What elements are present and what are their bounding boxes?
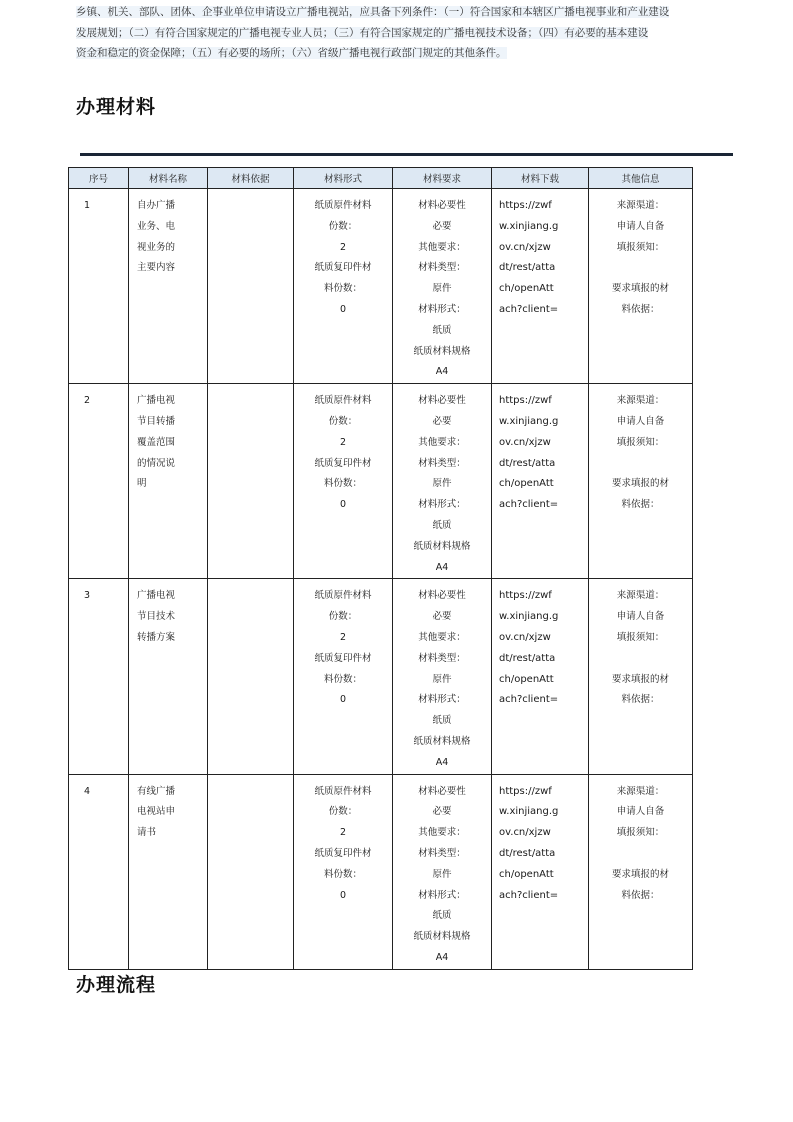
cell-other-info: [589, 189, 693, 384]
cell-material-name: [129, 189, 208, 384]
download-link-line[interactable]: dt/rest/atta: [499, 652, 556, 664]
cell-material-name-line: 的情况说: [137, 457, 176, 469]
download-link-line[interactable]: ch/openAtt: [499, 478, 554, 490]
intro-line: 乡镇、机关、部队、团体、企事业单位申请设立广播电视站，应具备下列条件：（一）符合国家和本辖区广播电视事业和产业建设: [76, 6, 670, 18]
materials-section-title: 办理材料: [76, 96, 157, 118]
cell-requirement-line: 材料类型：: [418, 457, 466, 469]
header-requirement: 材料要求: [393, 168, 492, 189]
cell-other-info-line: 要求填报的材: [611, 478, 669, 490]
cell-other-info-content: [589, 775, 692, 907]
cell-no-content: 4: [84, 785, 91, 797]
cell-basis-content: [208, 775, 293, 782]
download-link-line[interactable]: w.xinjiang.g: [499, 806, 559, 818]
cell-requirement-line: 纸质: [432, 715, 452, 727]
cell-material-name-line: 请书: [137, 827, 157, 839]
cell-requirement-line: 纸质: [432, 519, 452, 531]
cell-form-line: 料份数：: [323, 478, 362, 490]
cell-requirement-content: [393, 189, 491, 383]
cell-form: [294, 384, 393, 579]
cell-form-content: [294, 384, 392, 516]
cell-requirement-line: A4: [435, 561, 449, 573]
download-link-line[interactable]: ach?client=: [499, 303, 559, 315]
download-link-line[interactable]: w.xinjiang.g: [499, 415, 559, 427]
cell-no: [69, 384, 129, 579]
cell-requirement-line: 材料类型：: [418, 652, 466, 664]
cell-basis: [208, 384, 294, 579]
download-link-line[interactable]: ov.cn/xjzw: [499, 241, 551, 253]
cell-basis-content: [208, 384, 293, 391]
cell-other-info-line: 申请人自备: [616, 806, 665, 818]
download-link[interactable]: [492, 579, 589, 774]
cell-requirement-line: A4: [435, 756, 449, 768]
cell-requirement-line: 材料必要性: [418, 590, 466, 602]
cell-form-line: 份数：: [328, 220, 358, 232]
cell-other-info-content: [589, 384, 692, 516]
download-link[interactable]: [492, 774, 589, 969]
cell-form-line: 纸质复印件材: [314, 652, 372, 664]
cell-other-info-line: [589, 844, 692, 865]
cell-basis: [208, 189, 294, 384]
intro-line: 发展规划；（二）有符合国家规定的广播电视专业人员；（三）有符合国家规定的广播电视技术设备；（四）有必要的基本建设: [76, 26, 649, 39]
cell-requirement-line: 材料类型：: [418, 262, 466, 274]
cell-other-info-line: 填报须知：: [616, 827, 665, 839]
download-link-line[interactable]: https://zwf: [499, 200, 552, 211]
cell-form-line: 2: [339, 827, 347, 839]
materials-table: [68, 167, 693, 970]
cell-form-line: 纸质原件材料: [314, 590, 372, 602]
cell-form-line: 料份数：: [323, 673, 362, 685]
cell-material-name-line: 覆盖范围: [137, 436, 176, 448]
cell-no: [69, 579, 129, 774]
cell-material-name-line: 业务、电: [137, 220, 176, 232]
cell-basis: [208, 579, 294, 774]
cell-form-content: [294, 189, 392, 321]
cell-requirement-line: 必要: [432, 611, 452, 623]
intro-paragraph: [76, 2, 736, 64]
cell-requirement-line: 材料必要性: [418, 785, 466, 797]
cell-requirement-line: 原件: [432, 673, 452, 685]
download-link[interactable]: [492, 384, 589, 579]
download-link-line[interactable]: ov.cn/xjzw: [499, 827, 551, 839]
cell-material-name-line: 自办广播: [137, 200, 176, 211]
download-link-line[interactable]: ch/openAtt: [499, 673, 554, 685]
cell-requirement-line: 原件: [432, 868, 452, 880]
cell-requirement-line: 材料必要性: [418, 200, 466, 211]
cell-requirement-line: 纸质材料规格: [413, 931, 471, 943]
cell-other-info-line: [589, 258, 692, 279]
cell-other-info-line: 申请人自备: [616, 415, 665, 427]
cell-material-name-line: 节目技术: [137, 611, 176, 623]
cell-requirement-line: 其他要求：: [418, 631, 466, 643]
download-link-line[interactable]: https://zwf: [499, 395, 552, 407]
cell-material-name-line: 电视站申: [137, 806, 176, 818]
download-link-line[interactable]: w.xinjiang.g: [499, 611, 559, 623]
table-row: [69, 384, 693, 579]
cell-requirement-line: 必要: [432, 220, 452, 232]
table-header-row: [69, 168, 693, 189]
cell-requirement-content: [393, 579, 491, 773]
cell-form-line: 2: [339, 631, 347, 643]
cell-material-name-content: [129, 384, 207, 495]
cell-material-name: [129, 774, 208, 969]
cell-requirement-line: 其他要求：: [418, 827, 466, 839]
cell-other-info-line: 填报须知：: [616, 241, 665, 253]
cell-basis: [208, 774, 294, 969]
download-link-line[interactable]: ch/openAtt: [499, 868, 554, 880]
download-link[interactable]: [492, 189, 589, 384]
cell-other-info: [589, 579, 693, 774]
cell-form: [294, 579, 393, 774]
cell-no-content: 1: [84, 200, 91, 211]
cell-material-name-content: [129, 775, 207, 844]
cell-other-info-line: 料依据：: [621, 303, 660, 315]
cell-requirement-content: [393, 775, 491, 969]
cell-requirement-line: 材料形式：: [418, 303, 466, 315]
cell-other-info-line: 料依据：: [621, 889, 660, 901]
cell-other-info-line: 要求填报的材: [611, 283, 669, 295]
header-other: 其他信息: [589, 168, 693, 189]
download-link-content[interactable]: [492, 384, 588, 516]
cell-no: [69, 774, 129, 969]
cell-material-name-line: 主要内容: [137, 262, 176, 274]
cell-form-line: 料份数：: [323, 868, 362, 880]
cell-form-content: [294, 775, 392, 907]
cell-requirement: [393, 579, 492, 774]
download-link-line[interactable]: ov.cn/xjzw: [499, 436, 551, 448]
header-download: 材料下载: [492, 168, 589, 189]
cell-requirement-line: 材料形式：: [418, 889, 466, 901]
cell-requirement-line: A4: [435, 366, 449, 378]
cell-form-line: 份数：: [328, 415, 358, 427]
intro-line: 资金和稳定的资金保障；（五）有必要的场所；（六）省级广播电视行政部门规定的其他条件。: [76, 47, 507, 59]
download-link-line[interactable]: ch/openAtt: [499, 283, 554, 295]
cell-requirement-line: 原件: [432, 283, 452, 295]
cell-form: [294, 774, 393, 969]
table-row: [69, 774, 693, 969]
cell-material-name-line: 转播方案: [137, 631, 176, 643]
cell-material-name: [129, 579, 208, 774]
cell-other-info-content: [589, 189, 692, 321]
cell-form-line: 纸质原件材料: [314, 200, 372, 211]
cell-form-line: 0: [339, 694, 347, 706]
cell-form-content: [294, 579, 392, 711]
cell-basis-content: [208, 579, 293, 586]
cell-requirement-line: 材料形式：: [418, 694, 466, 706]
cell-other-info-line: 申请人自备: [616, 220, 665, 232]
cell-other-info-line: 来源渠道：: [616, 785, 665, 797]
cell-other-info-line: [589, 649, 692, 670]
cell-material-name-content: [129, 579, 207, 648]
cell-no: [69, 189, 129, 384]
cell-basis-content: [208, 189, 293, 196]
cell-other-info-content: [589, 579, 692, 711]
cell-form-line: 份数：: [328, 611, 358, 623]
cell-requirement-line: 纸质材料规格: [413, 735, 471, 747]
cell-material-name-line: 广播电视: [137, 590, 176, 602]
cell-requirement-line: 材料必要性: [418, 395, 466, 407]
cell-requirement-line: A4: [435, 951, 449, 963]
download-link-line[interactable]: dt/rest/atta: [499, 262, 556, 274]
download-link-line[interactable]: w.xinjiang.g: [499, 220, 559, 232]
download-link-line[interactable]: dt/rest/atta: [499, 847, 556, 859]
cell-requirement-content: [393, 384, 491, 578]
cell-other-info-line: 来源渠道：: [616, 200, 665, 211]
cell-other-info-line: 要求填报的材: [611, 673, 669, 685]
cell-requirement-line: 材料类型：: [418, 847, 466, 859]
cell-form-line: 纸质复印件材: [314, 847, 372, 859]
download-link-line[interactable]: ov.cn/xjzw: [499, 631, 551, 643]
cell-requirement-line: 原件: [432, 478, 452, 490]
cell-form-line: 0: [339, 499, 347, 511]
table-row: [69, 579, 693, 774]
cell-other-info-line: 填报须知：: [616, 631, 665, 643]
cell-requirement-line: 纸质: [432, 910, 452, 922]
cell-other-info-line: 来源渠道：: [616, 395, 665, 407]
cell-form-line: 纸质复印件材: [314, 457, 372, 469]
cell-no-content: 2: [84, 395, 91, 407]
header-name: 材料名称: [129, 168, 208, 189]
cell-other-info: [589, 774, 693, 969]
cell-other-info-line: 填报须知：: [616, 436, 665, 448]
cell-form-line: 料份数：: [323, 283, 362, 295]
header-no: 序号: [69, 168, 129, 189]
cell-form-line: 2: [339, 241, 347, 253]
cell-requirement: [393, 384, 492, 579]
section-divider: [80, 153, 733, 156]
download-link-line[interactable]: ach?client=: [499, 889, 559, 901]
download-link-line[interactable]: https://zwf: [499, 785, 552, 797]
cell-form-line: 0: [339, 889, 347, 901]
cell-material-name-content: [129, 189, 207, 279]
cell-material-name-line: 视业务的: [137, 241, 176, 253]
cell-other-info-line: 料依据：: [621, 499, 660, 511]
cell-requirement-line: 必要: [432, 415, 452, 427]
header-form: 材料形式: [294, 168, 393, 189]
process-section-title: 办理流程: [76, 974, 157, 996]
cell-requirement-line: 纸质材料规格: [413, 540, 471, 552]
cell-requirement-line: 必要: [432, 806, 452, 818]
cell-requirement-line: 其他要求：: [418, 241, 466, 253]
download-link-line[interactable]: https://zwf: [499, 590, 552, 602]
cell-form-line: 纸质复印件材: [314, 262, 372, 274]
cell-material-name: [129, 384, 208, 579]
cell-requirement-line: 其他要求：: [418, 436, 466, 448]
cell-other-info-line: 来源渠道：: [616, 590, 665, 602]
cell-form-line: 份数：: [328, 806, 358, 818]
download-link-content[interactable]: [492, 189, 588, 321]
cell-requirement-line: 纸质材料规格: [413, 345, 471, 357]
cell-form-line: 纸质原件材料: [314, 395, 372, 407]
download-link-content[interactable]: [492, 775, 588, 907]
table-row: [69, 189, 693, 384]
cell-other-info-line: 料依据：: [621, 694, 660, 706]
download-link-line[interactable]: dt/rest/atta: [499, 457, 556, 469]
cell-no-content: 3: [84, 590, 91, 602]
cell-other-info: [589, 384, 693, 579]
cell-material-name-line: 明: [137, 478, 147, 490]
cell-material-name-line: 广播电视: [137, 395, 176, 407]
cell-other-info-line: [589, 454, 692, 475]
cell-form-line: 0: [339, 303, 347, 315]
cell-other-info-line: 要求填报的材: [611, 868, 669, 880]
cell-other-info-line: 申请人自备: [616, 611, 665, 623]
cell-requirement: [393, 774, 492, 969]
cell-form-line: 纸质原件材料: [314, 785, 372, 797]
download-link-content[interactable]: [492, 579, 588, 711]
cell-material-name-line: 有线广播: [137, 785, 176, 797]
cell-form: [294, 189, 393, 384]
download-link-line[interactable]: ach?client=: [499, 694, 559, 706]
cell-requirement-line: 材料形式：: [418, 499, 466, 511]
cell-requirement: [393, 189, 492, 384]
cell-material-name-line: 节目转播: [137, 415, 176, 427]
download-link-line[interactable]: ach?client=: [499, 499, 559, 511]
cell-form-line: 2: [339, 436, 347, 448]
cell-requirement-line: 纸质: [432, 324, 452, 336]
header-basis: 材料依据: [208, 168, 294, 189]
